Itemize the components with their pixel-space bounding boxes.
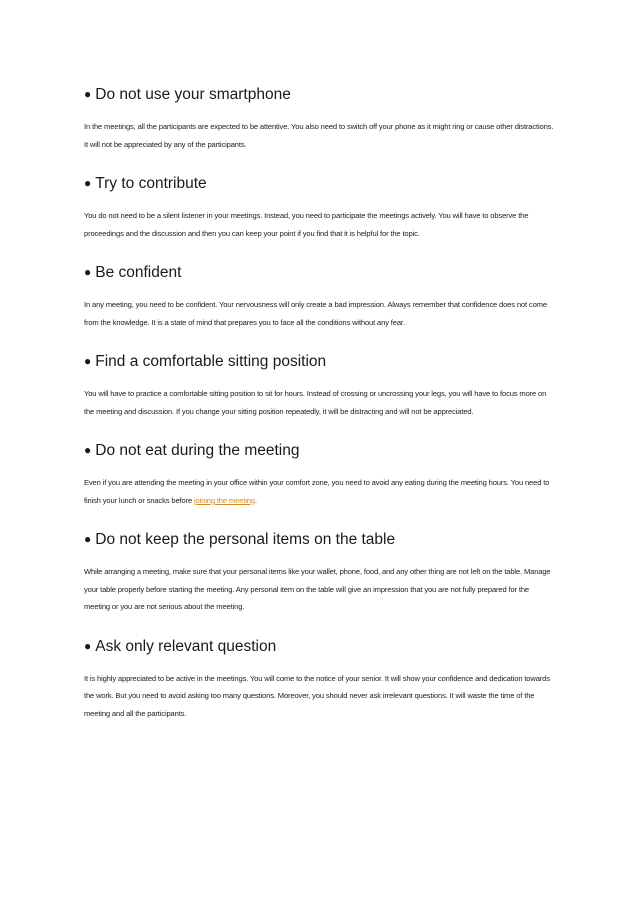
section-body: In the meetings, all the participants are expected to be attentive. You also need to switch off your phone as it might ring or cause other distractions. It will not be appreciated by any of the participants. bbox=[84, 122, 554, 149]
heading-text: Find a comfortable sitting position bbox=[95, 353, 327, 370]
bullet-icon: ● bbox=[84, 638, 92, 653]
section-heading bbox=[84, 262, 554, 284]
bullet-icon: ● bbox=[84, 176, 92, 190]
heading-text: Ask only relevant question bbox=[95, 637, 277, 655]
section-body: You do not need to be a silent listener in your meetings. Instead, you need to participate the meetings actively. You will have to observe the proceedings and the discussion and then you can keep your point if you find that it is helpful for the topic. bbox=[84, 211, 529, 238]
section-body: It is highly appreciated to be active in the meetings. You will come to the notice of your senior. It will show your confidence and dedication towards the work. But you need to avoid asking too many questions. Moreover, you should never ask irrelevant questions. It will waste the time of the meeting and all the participants. bbox=[84, 673, 550, 718]
joining-meeting-link[interactable]: joining the meeting bbox=[193, 495, 255, 505]
bullet-icon: ● bbox=[84, 265, 92, 279]
section-contribute bbox=[84, 173, 554, 242]
section-personal-items bbox=[84, 529, 554, 616]
heading-text: Try to contribute bbox=[95, 175, 207, 192]
bullet-icon: ● bbox=[84, 354, 92, 368]
section-sitting bbox=[84, 351, 554, 420]
section-heading bbox=[84, 529, 554, 551]
section-heading bbox=[84, 440, 554, 462]
heading-text: Be confident bbox=[95, 264, 182, 281]
section-heading bbox=[84, 351, 554, 373]
bullet-icon: ● bbox=[84, 443, 92, 457]
body-text: . bbox=[254, 495, 257, 505]
section-heading bbox=[84, 84, 554, 106]
section-relevant-question bbox=[84, 636, 554, 723]
section-body: You will have to practice a comfortable sitting position to sit for hours. Instead of crossing or uncrossing your legs, you will have to focus more on the meeting and discussion. If you change your sitting position repeatedly, it will be distracting and will not be appreciated. bbox=[84, 389, 547, 416]
heading-text: Do not keep the personal items on the table bbox=[95, 531, 396, 548]
section-body bbox=[84, 474, 554, 509]
section-heading bbox=[84, 636, 554, 658]
bullet-icon: ● bbox=[84, 87, 92, 101]
section-heading bbox=[84, 173, 554, 195]
section-smartphone bbox=[84, 84, 554, 153]
heading-text: Do not use your smartphone bbox=[95, 86, 291, 103]
body-text: Even if you are attending the meeting in your office within your comfort zone, you need to avoid any eating during the meeting hours. You need to finish your lunch or snacks before bbox=[84, 478, 550, 505]
section-eating bbox=[84, 440, 554, 509]
bullet-icon: ● bbox=[84, 532, 92, 546]
document-page bbox=[84, 84, 554, 742]
section-confident bbox=[84, 262, 554, 331]
section-body: In any meeting, you need to be confident. Your nervousness will only create a bad impression. Always remember that confidence does not come from the knowledge. It is a state of mind that prepares you to face all the conditions without any fear. bbox=[84, 300, 547, 327]
heading-text: Do not eat during the meeting bbox=[95, 442, 300, 459]
section-body: While arranging a meeting, make sure that your personal items like your wallet, phone, food, and any other thing are not left on the table. Manage your table properly before starting the meeting. Any personal item on the table will give an impression that you are not fully prepared for the meeting or you are not serious about the meeting. bbox=[84, 567, 551, 611]
